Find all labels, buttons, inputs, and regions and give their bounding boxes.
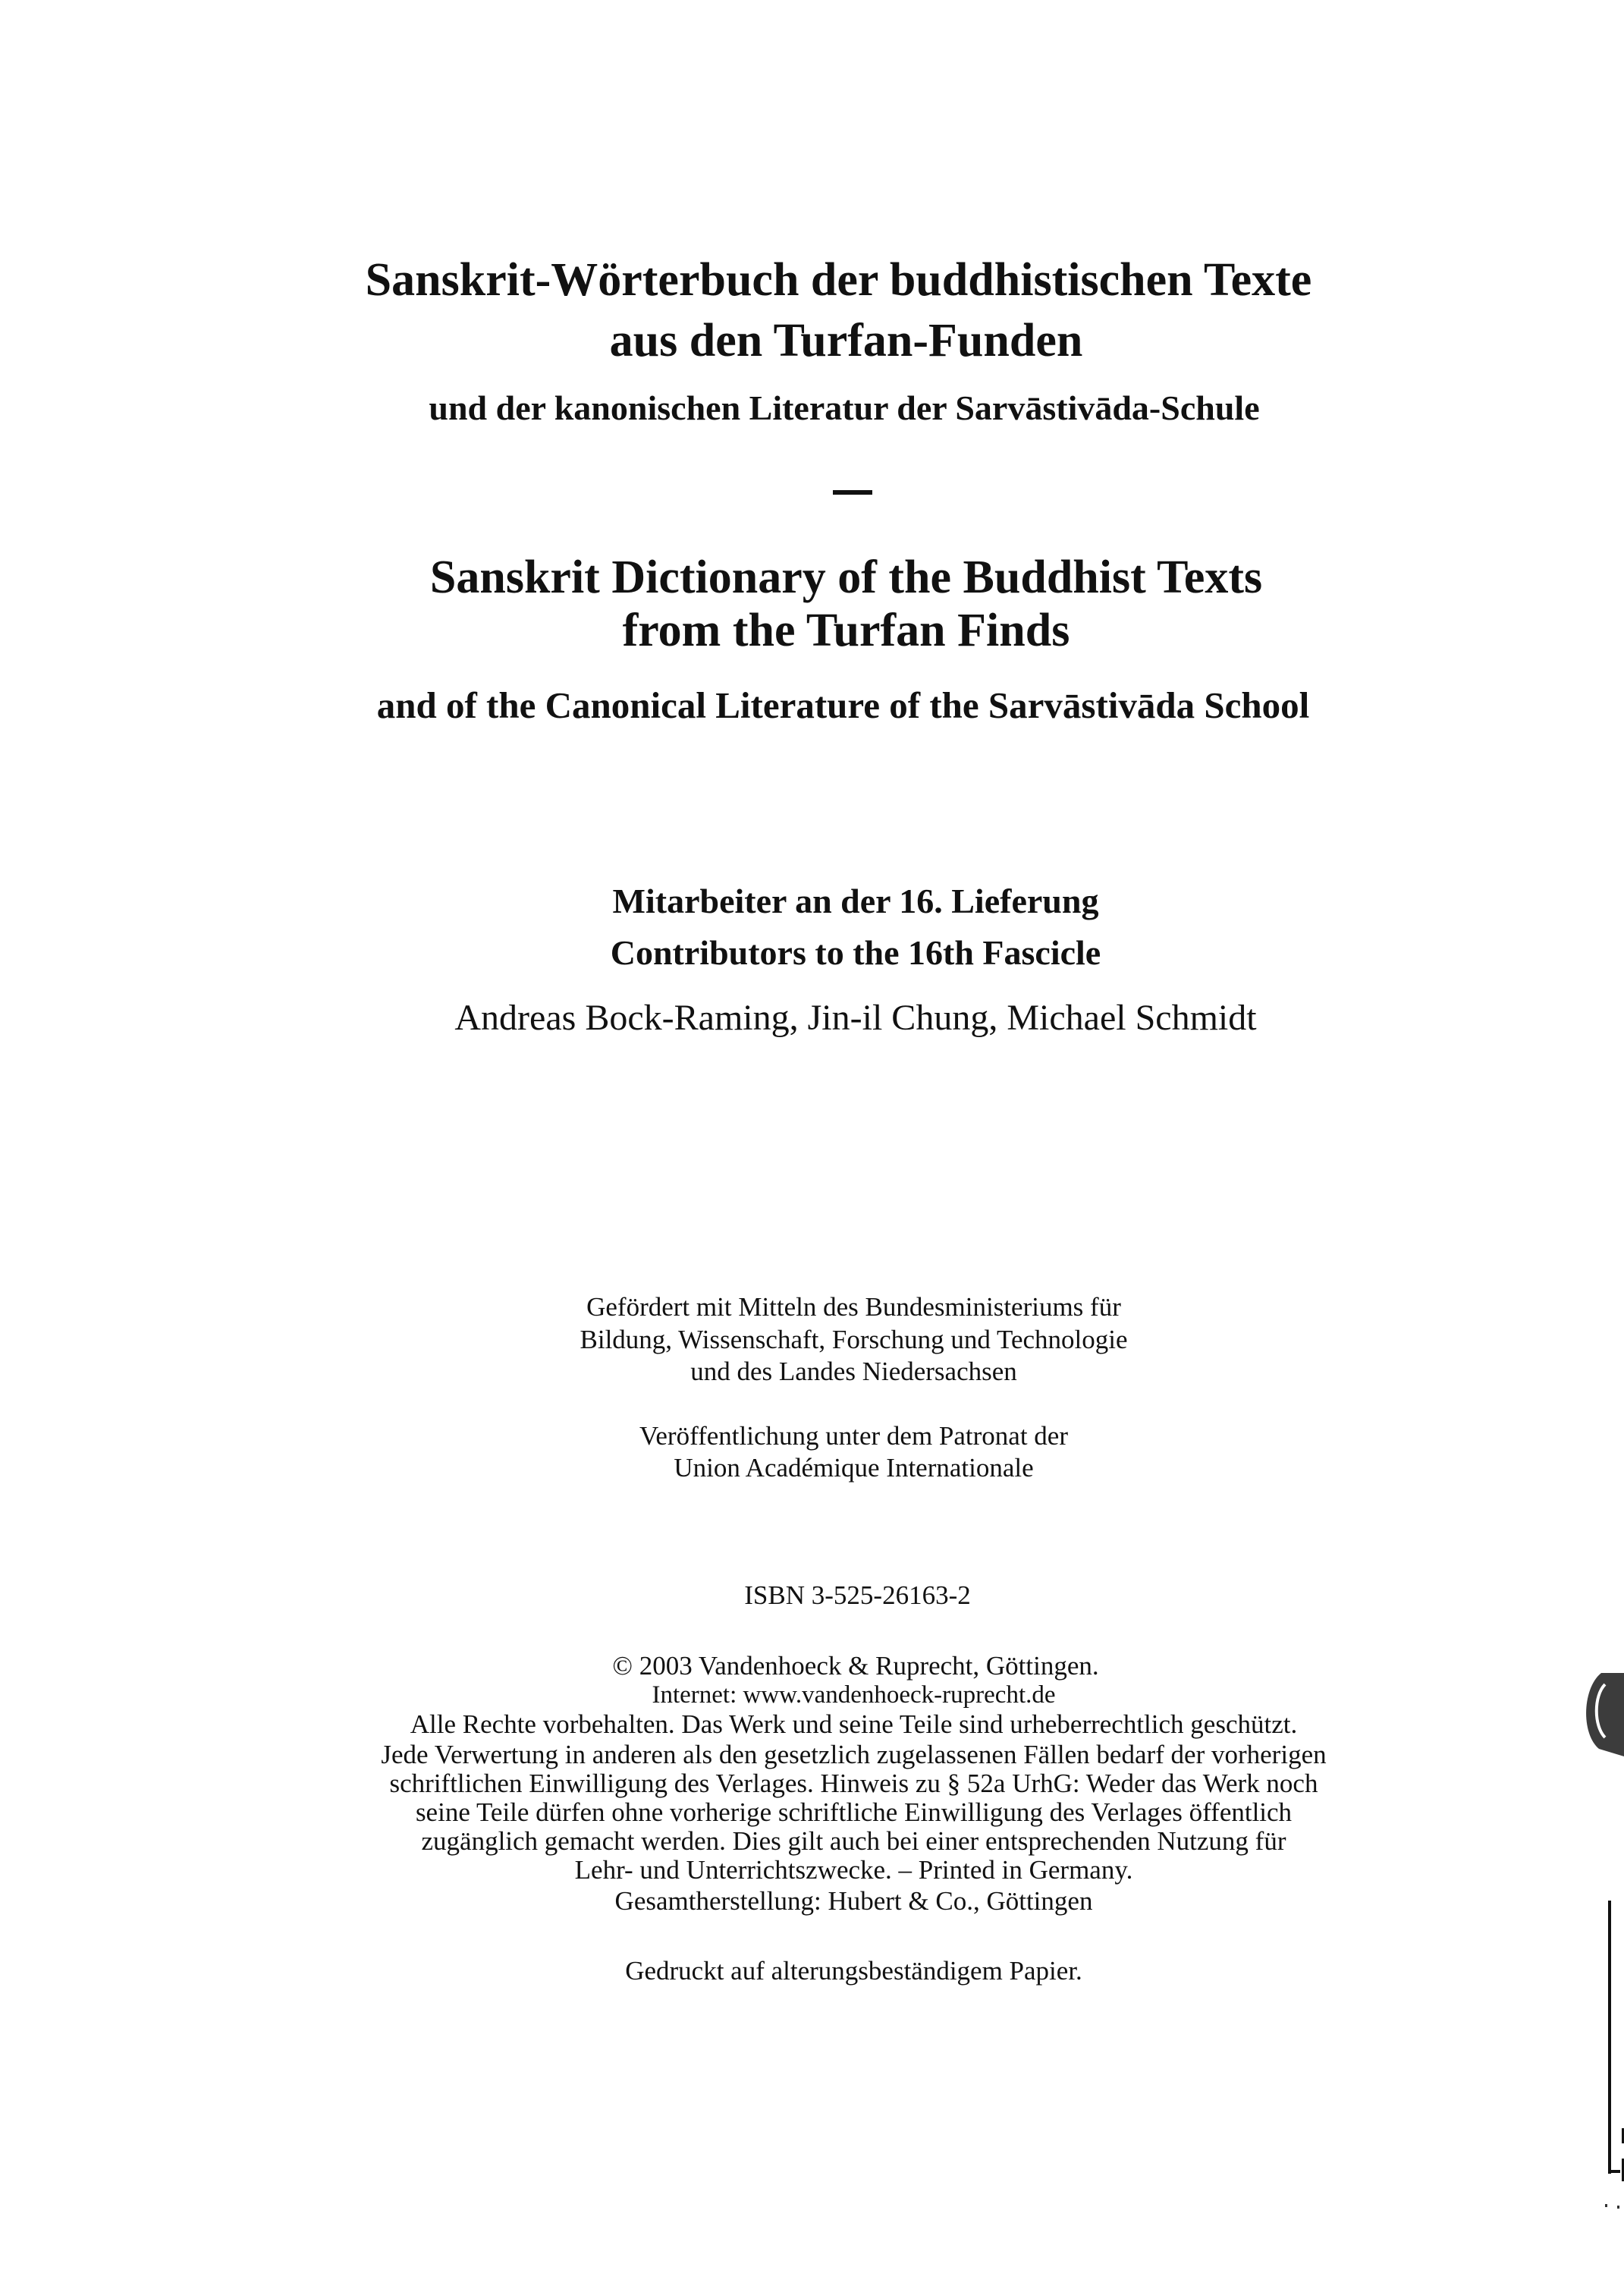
funding-line-2: Bildung, Wissenschaft, Forschung und Technologie: [580, 1325, 1128, 1354]
scan-edge-artifact: [1552, 1673, 1624, 2250]
contributor-names: Andreas Bock-Raming, Jin-il Chung, Michael Schmidt: [454, 998, 1257, 1038]
patronage-line-1: Veröffentlichung unter dem Patronat der: [639, 1421, 1068, 1451]
rights-line-5: zugänglich gemacht werden. Dies gilt auch bei einer entsprechenden Nutzung für: [421, 1826, 1286, 1856]
rights-line-6: Lehr- und Unterrichtszwecke. – Printed in Germany.: [574, 1855, 1133, 1885]
paper-note: Gedruckt auf alterungsbeständigem Papier.: [625, 1956, 1082, 1986]
rights-line-4: seine Teile dürfen ohne vorherige schriftliche Einwilligung des Verlages öffentlich: [415, 1797, 1293, 1827]
production-credit: Gesamtherstellung: Hubert & Co., Göttingen: [614, 1886, 1093, 1916]
german-subtitle: und der kanonischen Literatur der Sarvāstivāda-Schule: [429, 388, 1260, 427]
rights-line-3: schriftlichen Einwilligung des Verlages. Hinweis zu § 52a UrhG: Weder das Werk noch: [389, 1769, 1318, 1798]
english-title-line-1: Sanskrit Dictionary of the Buddhist Texts: [429, 552, 1263, 603]
rights-line-1: Alle Rechte vorbehalten. Das Werk und seine Teile sind urheberrechtlich geschützt.: [410, 1709, 1298, 1739]
contributors-heading-de: Mitarbeiter an der 16. Lieferung: [612, 882, 1099, 920]
funding-line-3: und des Landes Niedersachsen: [690, 1357, 1017, 1386]
english-subtitle: and of the Canonical Literature of the Sarvāstivāda School: [376, 684, 1310, 726]
publisher-website: Internet: www.vandenhoeck-ruprecht.de: [652, 1681, 1056, 1709]
funding-line-1: Gefördert mit Mitteln des Bundesministeriums für: [586, 1292, 1121, 1322]
german-title-line-2: aus den Turfan-Funden: [609, 315, 1083, 366]
contributors-heading-en: Contributors to the 16th Fascicle: [610, 933, 1101, 972]
english-title-line-2: from the Turfan Finds: [622, 605, 1070, 656]
title-separator: [833, 490, 872, 495]
isbn: ISBN 3-525-26163-2: [744, 1580, 971, 1610]
copyright-line: © 2003 Vandenhoeck & Ruprecht, Göttingen.: [612, 1651, 1099, 1681]
german-title-line-1: Sanskrit-Wörterbuch der buddhistischen Texte: [365, 254, 1312, 306]
patronage-line-2: Union Académique Internationale: [674, 1453, 1034, 1483]
rights-line-2: Jede Verwertung in anderen als den gesetzlich zugelassenen Fällen bedarf der vorherigen: [381, 1740, 1327, 1769]
